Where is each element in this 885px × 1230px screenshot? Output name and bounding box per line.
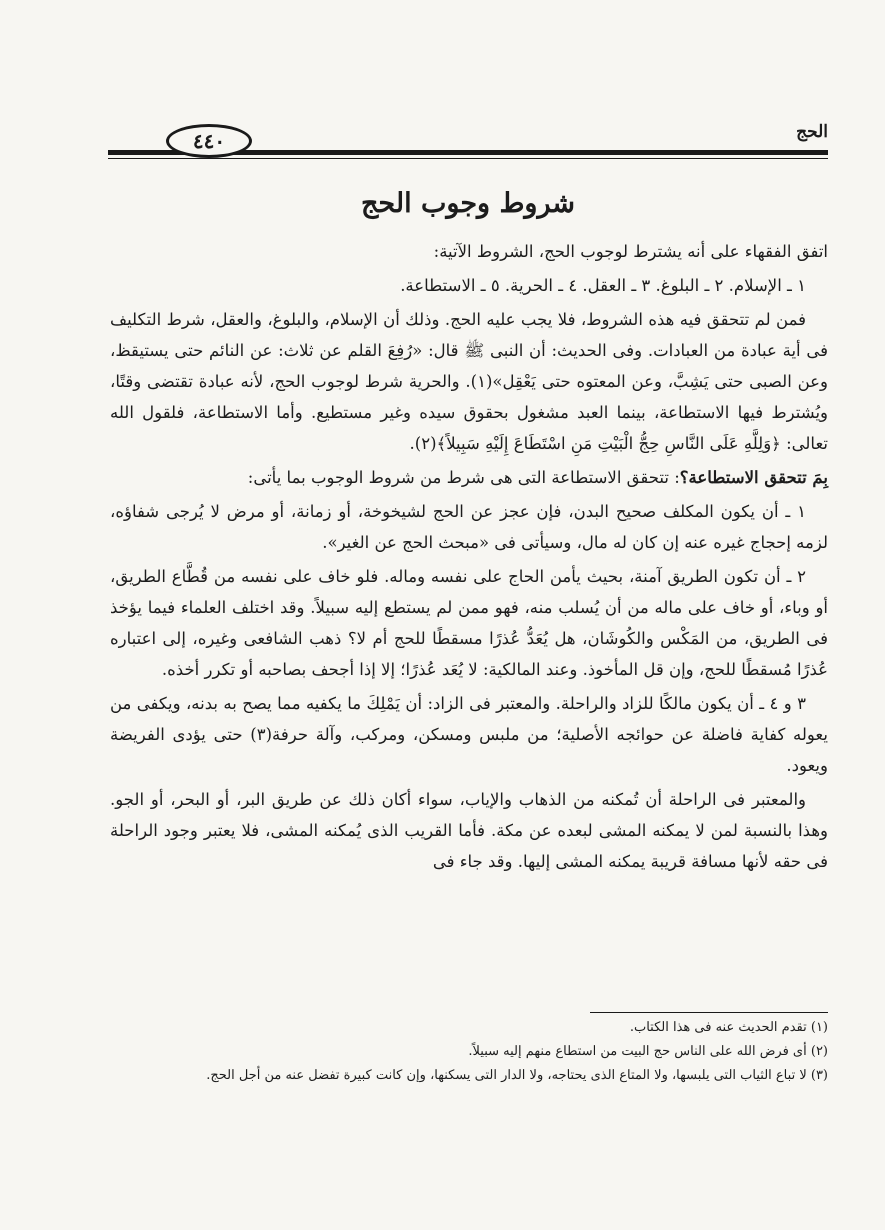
footnote-3: (٣) لا تباع الثياب التى يلبسها، ولا المتاع الذى يحتاجه، ولا الدار التى يسكنها، وإن كانت كبيرة تفضل عنه من أجل الحج. xyxy=(206,1068,828,1083)
paragraph-subsection xyxy=(110,462,828,493)
footnote-2: (٢) أى فرض الله على الناس حج البيت من استطاع منهم إليه سبيلاً. xyxy=(468,1044,828,1059)
paragraph-istita-3-4: ٣ و ٤ ـ أن يكون مالكًا للزاد والراحلة. والمعتبر فى الزاد: أن يَمْلِكَ ما يكفيه مما يصح به بدنه، ويكفى من يعوله كفاية فاضلة عن حوائجه الأصلية؛ من ملبس ومسكن، ومركب، وآلة حرفة(٣) حتى يؤدى الفريضة ويعود. xyxy=(110,694,828,775)
paragraph-istita-2: ٢ ـ أن تكون الطريق آمنة، بحيث يأمن الحاج على نفسه وماله. فلو خاف على نفسه من قُطَّاع الطريق، أو وباء، أو خاف على ماله من أن يُسلب منه، فهو ممن لم يستطع إليه سبيلاً. وقد اختلف العلماء فيما يؤخذ فى الطريق، من المَكْس والكُوشَان، هل يُعَدُّ عُذرًا مسقطًا للحج أم لا؟ ذهب الشافعى وغيره، إلى اعتباره عُذرًا مُسقطًا للحج، وإن قل المأخوذ. وعند المالكية: لا يُعَد عُذرًا؛ إلا إذا أجحف بصاحبه أو تكرر أخذه. xyxy=(110,567,828,679)
section-name: الحج xyxy=(796,122,828,142)
subsection-heading: بِمَ تتحقق الاستطاعة؟ xyxy=(679,468,828,487)
body-text xyxy=(110,236,828,880)
footnotes xyxy=(110,1016,828,1088)
paragraph-rahila: والمعتبر فى الراحلة أن تُمكنه من الذهاب والإياب، سواء أكان ذلك عن طريق البر، أو البحر، أو الجو. وهذا بالنسبة لمن لا يمكنه المشى لبعده عن مكة. فأما القريب الذى يُمكنه المشى، فلا يعتبر وجود الراحلة فى حقه لأنها مسافة قريبة يمكنه المشى إليها. وقد جاء فى xyxy=(110,790,828,871)
footnote-1: (١) تقدم الحديث عنه فى هذا الكتاب. xyxy=(629,1020,828,1035)
footnote-rule xyxy=(590,1012,828,1013)
subsection-text: : تتحقق الاستطاعة التى هى شرط من شروط الوجوب بما يأتى: xyxy=(247,468,680,487)
paragraph-explanation: فمن لم تتحقق فيه هذه الشروط، فلا يجب عليه الحج. وذلك أن الإسلام، والبلوغ، والعقل، شرط التكليف فى أية عبادة من العبادات. وفى الحديث: أن النبى ﷺ قال: «رُفِعَ القلم عن ثلاث: عن النائم حتى يستيقظ، وعن الصبى حتى يَشِبَّ، وعن المعتوه حتى يَعْقِل»(١). والحرية شرط لوجوب الحج، لأنه عبادة تقتضى وقتًا، ويُشترط فيها الاستطاعة، بينما العبد مشغول بحقوق سيده وغير مستطيع. وأما الاستطاعة، فلقول الله تعالى: ﴿وَلِلَّهِ عَلَى النَّاسِ حِجُّ الْبَيْتِ مَنِ اسْتَطَاعَ إِلَيْهِ سَبِيلاً﴾(٢). xyxy=(110,310,828,453)
paragraph-intro: اتفق الفقهاء على أنه يشترط لوجوب الحج، الشروط الآتية: xyxy=(433,242,828,261)
paragraph-istita-1: ١ ـ أن يكون المكلف صحيح البدن، فإن عجز عن الحج لشيخوخة، أو زمانة، أو مرض لا يُرجى شفاؤه، لزمه إحجاج غيره عنه إن كان له مال، وسيأتى فى «مبحث الحج عن الغير». xyxy=(110,502,828,552)
page-header xyxy=(108,116,828,164)
page-title: شروط وجوب الحج xyxy=(360,188,575,219)
paragraph-conditions-list: ١ ـ الإسلام. ٢ ـ البلوغ. ٣ ـ العقل. ٤ ـ الحرية. ٥ ـ الاستطاعة. xyxy=(400,276,806,295)
page-number: ٤٤٠ xyxy=(166,124,252,158)
header-rule-thin xyxy=(108,158,828,159)
